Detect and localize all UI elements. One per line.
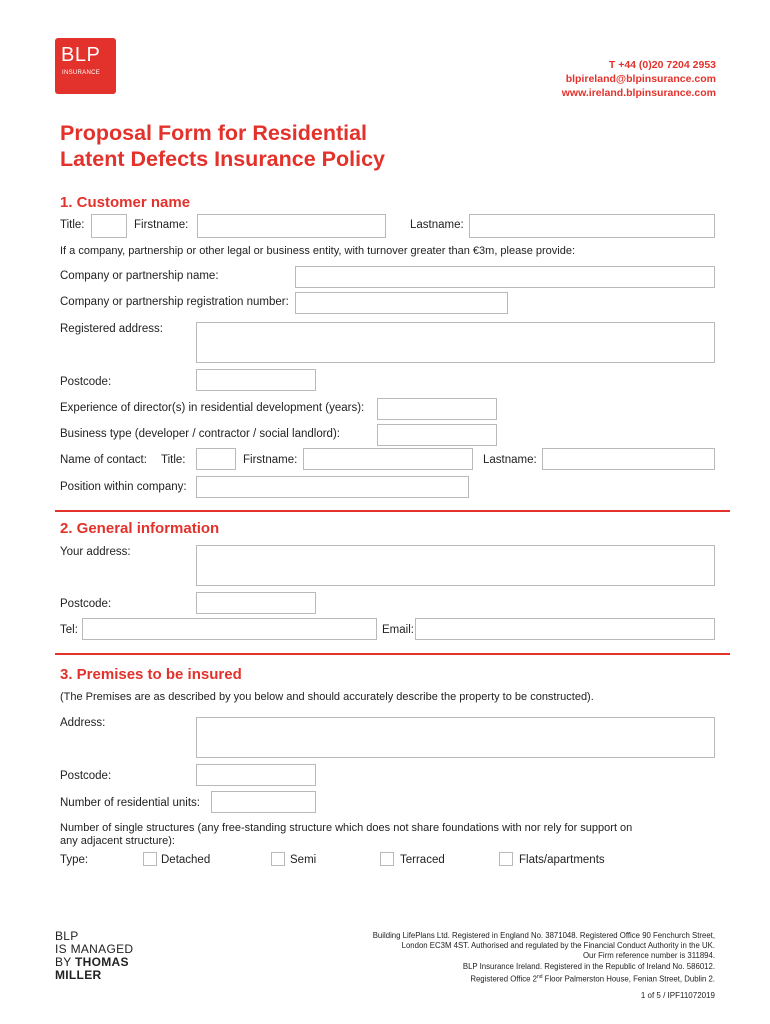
registered-postcode-label: Postcode: [60,376,112,388]
registered-address-label: Registered address: [60,323,163,335]
type-label: Type: [60,854,89,866]
footer-line-5a: Registered Office 2 [470,974,537,984]
premises-address-label: Address: [60,717,106,729]
page-title [60,120,385,172]
contact-email[interactable]: blpireland@blpinsurance.com [565,73,716,85]
page-number: 1 of 5 / IPF11072019 [640,991,715,1000]
contact-lastname-input[interactable] [542,448,715,470]
lastname-label: Lastname: [410,219,464,231]
section-divider [55,653,730,655]
contact-website[interactable]: www.ireland.blpinsurance.com [561,87,716,99]
your-postcode-input[interactable] [196,592,316,614]
company-name-label: Company or partnership name: [60,270,219,282]
flats-checkbox[interactable] [499,852,513,866]
tm-line-3a: BY [55,955,76,969]
detached-checkbox[interactable] [143,852,157,866]
contact-phone: T +44 (0)20 7204 2953 [608,59,716,71]
firstname-input[interactable] [197,214,386,238]
residential-units-input[interactable] [211,791,316,813]
lastname-input[interactable] [469,214,715,238]
footer-line-1: Building LifePlans Ltd. Registered in England No. 3871048. Registered Office 90 Fenchurch Street, [372,931,715,940]
section-divider [55,510,730,512]
semi-checkbox[interactable] [271,852,285,866]
footer-legal [295,931,715,985]
title-line-1: Proposal Form for Residential [60,121,368,145]
title-label: Title: [60,219,85,231]
contact-name-label: Name of contact: [60,454,147,466]
firstname-label: Firstname: [134,219,189,231]
section-customer-name-heading: 1. Customer name [60,194,191,211]
contact-block [562,58,716,100]
tel-input[interactable] [82,618,377,640]
contact-title-input[interactable] [196,448,236,470]
your-address-input[interactable] [196,545,715,586]
email-label: Email: [382,624,414,636]
position-input[interactable] [196,476,469,498]
detached-label: Detached [161,854,211,866]
experience-input[interactable] [377,398,497,420]
contact-firstname-label: Firstname: [243,454,298,466]
footer-line-5 [295,972,715,985]
title-input[interactable] [91,214,127,238]
your-postcode-label: Postcode: [60,598,112,610]
logo-text: BLP [61,44,101,66]
email-input[interactable] [415,618,715,640]
blp-logo [55,38,116,94]
company-name-input[interactable] [295,266,715,288]
semi-label: Semi [290,854,317,866]
contact-firstname-input[interactable] [303,448,473,470]
section-general-info-heading: 2. General information [60,520,220,537]
footer-line-3: Our Firm reference number is 311894. [582,951,715,961]
business-type-label: Business type (developer / contractor / social landlord): [60,428,340,440]
experience-label: Experience of director(s) in residential development (years): [60,402,365,414]
registered-postcode-input[interactable] [196,369,316,391]
footer-line-2: London EC3M 4ST. Authorised and regulated by the Financial Conduct Authority in the UK. [401,941,715,951]
company-note: If a company, partnership or other legal or business entity, with turnover greater than €3m, please provide: [60,245,576,257]
registration-input[interactable] [295,292,508,314]
premises-note: (The Premises are as described by you below and should accurately describe the property to be constructed). [60,691,594,703]
tm-line-3b: THOMAS [75,955,129,969]
terraced-checkbox[interactable] [380,852,394,866]
flats-label: Flats/apartments [519,854,605,866]
logo-subtext: INSURANCE [62,70,101,76]
registered-address-input[interactable] [196,322,715,363]
premises-postcode-input[interactable] [196,764,316,786]
position-label: Position within company: [60,481,187,493]
structures-label-line-1: Number of single structures (any free-standing structure which does not share foundations with nor rely for support on [60,822,633,834]
registration-label: Company or partnership registration number: [60,296,289,308]
business-type-input[interactable] [377,424,497,446]
title-line-2: Latent Defects Insurance Policy [60,147,385,171]
residential-units-label: Number of residential units: [60,797,200,809]
premises-postcode-label: Postcode: [60,770,112,782]
contact-title-label: Title: [161,454,186,466]
section-premises-heading: 3. Premises to be insured [60,666,242,683]
structures-label-line-2: any adjacent structure): [60,835,175,847]
premises-address-input[interactable] [196,717,715,758]
tm-line-4: MILLER [55,968,102,982]
tm-line-1: BLP [55,929,79,943]
your-address-label: Your address: [60,546,131,558]
terraced-label: Terraced [400,854,445,866]
thomas-miller-logo [55,930,133,982]
footer-line-5b: Floor Palmerston House, Fenian Street, Dublin 2. [542,974,715,984]
tm-line-2: IS MANAGED [55,942,134,956]
tel-label: Tel: [60,624,78,636]
footer-line-4: BLP Insurance Ireland. Registered in the Republic of Ireland No. 586012. [462,961,715,971]
contact-lastname-label: Lastname: [483,454,537,466]
footer-line-5-sup: nd [536,973,543,980]
